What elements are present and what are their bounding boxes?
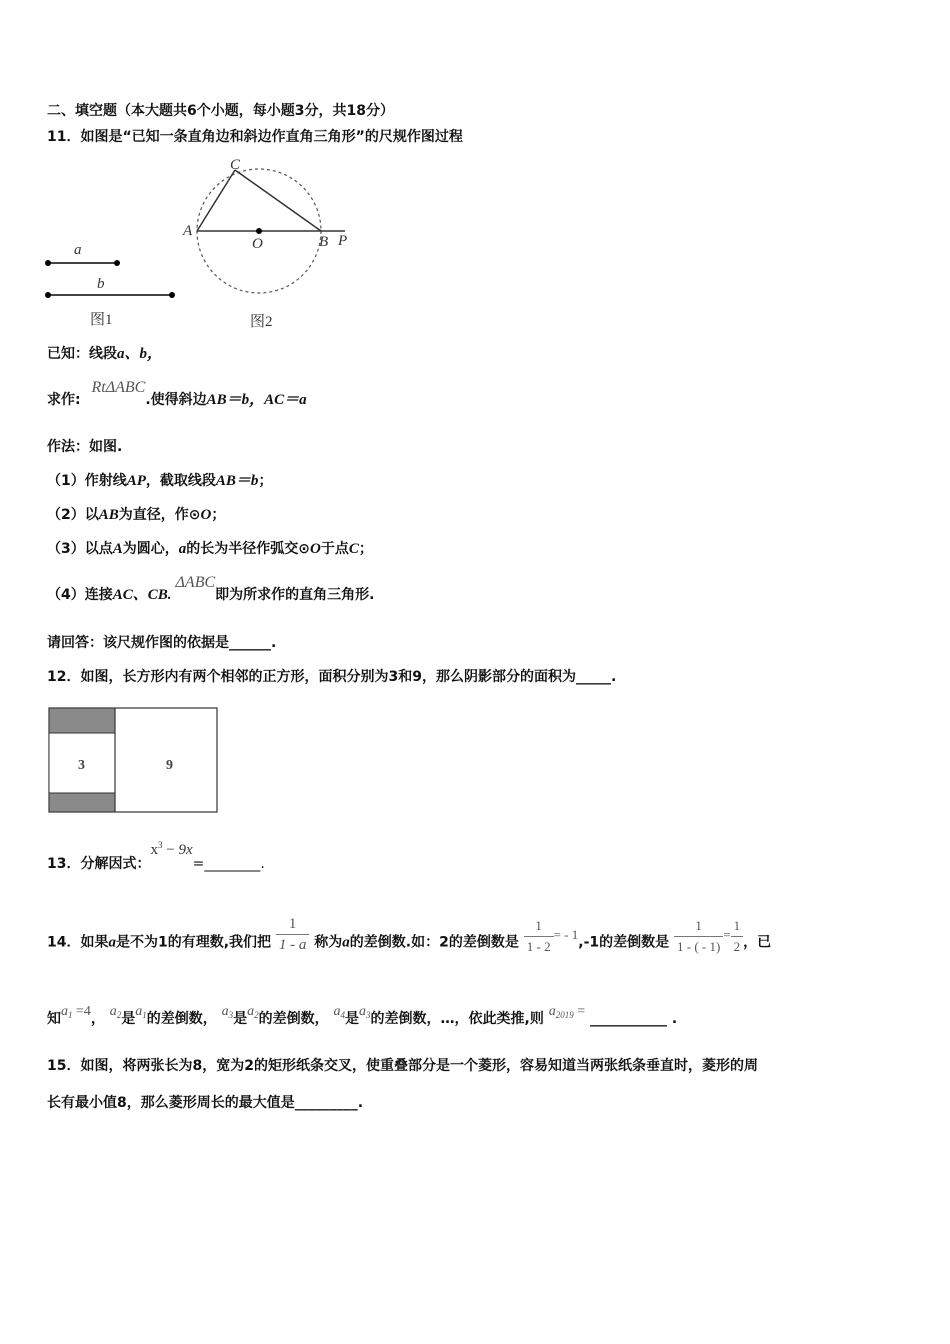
fraction-3 xyxy=(674,916,723,957)
ask-math: RtΔABC xyxy=(91,379,146,396)
step2-var: O xyxy=(200,507,212,523)
fraction-2-num: 1 xyxy=(524,916,554,937)
center-o xyxy=(256,228,262,234)
step3-text: （3）以点 xyxy=(47,541,113,557)
q15-line1: 15．如图，将两张长为8，宽为2的矩形纸条交叉，使重叠部分是一个菱形，容易知道当两张纸条垂直时，菱形的周 xyxy=(47,1058,758,1074)
fraction-3-den: 1 - ( - 1) xyxy=(677,939,721,954)
a3-term xyxy=(222,1004,234,1019)
label-p: P xyxy=(338,233,348,249)
q14-text: ， xyxy=(90,1011,105,1027)
fraction-2-result: = - 1 xyxy=(553,926,579,942)
q14-text: 是 xyxy=(233,1011,248,1027)
a2b: a xyxy=(247,1004,255,1019)
label-o: O xyxy=(252,236,263,252)
figure-2 xyxy=(182,157,347,330)
q13-prefix: 13．分解因式： xyxy=(47,856,151,872)
q14-text: 知 xyxy=(47,1011,61,1027)
step4-text: 即为所求作的直角三角形. xyxy=(215,587,375,603)
a3b-sub: 3 xyxy=(366,1010,371,1020)
step1-text: ，截取线段 xyxy=(145,473,216,489)
a1b-term xyxy=(135,1004,147,1019)
fraction-1 xyxy=(276,914,310,955)
fraction-2-den: 1 - 2 xyxy=(526,939,551,954)
segment-a-endpoint xyxy=(114,260,120,266)
a2019-sub: 2019 xyxy=(555,1010,574,1020)
step2-text: （2）以 xyxy=(47,507,99,523)
a3: a xyxy=(221,1004,229,1019)
step3-var: O xyxy=(310,541,321,557)
q11-ask xyxy=(47,379,307,410)
label-c: C xyxy=(230,157,241,173)
a2b-sub: 2 xyxy=(254,1010,259,1020)
segment-cb xyxy=(235,170,321,231)
step3-text: 的长为半径作弧交⊙ xyxy=(186,541,310,557)
ask-prefix: 求作: xyxy=(47,392,81,408)
step2-var: AB xyxy=(98,507,119,523)
step4-math: ΔABC xyxy=(175,574,216,591)
step3-var: A xyxy=(112,541,123,557)
known-label: 已知：线段 xyxy=(47,346,117,362)
expr-x: x xyxy=(150,842,158,858)
step1-text: ； xyxy=(258,473,273,489)
figure-2-caption: 图2 xyxy=(250,314,273,330)
fraction-3-num: 1 xyxy=(674,916,723,937)
fraction-3-result-den: 2 xyxy=(733,939,741,954)
q11-step4 xyxy=(47,574,375,605)
q14-var: a xyxy=(108,934,116,951)
q11-title: 11．如图是“已知一条直角边和斜边作直角三角形”的尺规作图过程 xyxy=(47,129,463,145)
big-square-label: 9 xyxy=(166,758,173,773)
q11-step1 xyxy=(47,471,272,491)
label-b-point: B xyxy=(319,234,329,250)
a2b-term xyxy=(247,1004,259,1019)
step3-text: 于点 xyxy=(320,541,349,557)
section-title: 二、填空题（本大题共6个小题，每小题3分，共18分） xyxy=(47,103,394,119)
q14-text: 14．如果 xyxy=(47,934,109,951)
q14-text: 是 xyxy=(345,1011,360,1027)
figure-1 xyxy=(45,242,175,328)
q14-var: a xyxy=(342,934,350,951)
q14-line1 xyxy=(47,916,772,963)
q15-line2: 长有最小值8，那么菱形周长的最大值是_________. xyxy=(47,1095,364,1111)
q14-text: 的差倒数， xyxy=(146,1011,217,1027)
a3b: a xyxy=(359,1004,367,1019)
q14-text: 的差倒数，…，依此类推,则 xyxy=(370,1011,544,1027)
a4-term xyxy=(334,1004,346,1019)
figure-1-caption: 图1 xyxy=(90,312,113,328)
fraction-3-eq: = xyxy=(723,926,731,942)
known-vars: a、b， xyxy=(117,346,163,362)
step1-var: AB＝b xyxy=(215,473,259,489)
step4-var: AC、CB. xyxy=(112,587,172,603)
segment-a-endpoint xyxy=(45,260,51,266)
q14-text: 称为 xyxy=(314,934,343,951)
q11-answer: 请回答：该尺规作图的依据是______. xyxy=(47,635,277,651)
step3-var: a xyxy=(178,541,187,557)
fraction-3-result-num: 1 xyxy=(731,916,744,937)
a2: a xyxy=(109,1004,117,1019)
q14-blank: ___________ . xyxy=(590,1011,678,1027)
step1-text: （1）作射线 xyxy=(47,473,127,489)
small-square-label: 3 xyxy=(78,758,85,773)
q13-suffix: =________. xyxy=(192,856,265,872)
a1b-sub: 1 xyxy=(142,1010,147,1020)
expr-9x: 9x xyxy=(178,842,193,858)
a4: a xyxy=(333,1004,341,1019)
label-a-point: A xyxy=(183,223,193,239)
a3-sub: 3 xyxy=(228,1010,234,1020)
q11-known xyxy=(47,344,162,364)
q14-text: 是 xyxy=(121,1011,136,1027)
label-b: b xyxy=(97,276,105,292)
expr-exp: 3 xyxy=(157,840,163,850)
segment-b-endpoint xyxy=(45,292,51,298)
a2-term xyxy=(110,1004,122,1019)
ask-suffix: .使得斜边 xyxy=(145,392,207,408)
shaded-top xyxy=(49,708,115,733)
a1: a xyxy=(61,1004,68,1019)
shaded-bottom xyxy=(49,793,115,812)
a1-eq xyxy=(61,1004,91,1019)
q14-text: 的差倒数， xyxy=(258,1011,329,1027)
label-a: a xyxy=(74,242,82,258)
q13-expression xyxy=(150,842,192,858)
q14-text: ,-1的差倒数是 xyxy=(578,934,670,951)
step1-var: AP xyxy=(126,473,146,489)
step3-var: C xyxy=(348,541,359,557)
a2019: a xyxy=(548,1004,556,1019)
step2-text: ； xyxy=(211,507,226,523)
fraction-1-num: 1 xyxy=(276,914,310,935)
step3-text: ； xyxy=(358,541,373,557)
a1-value: =4 xyxy=(72,1004,91,1019)
q13-line xyxy=(47,840,265,874)
q11-figures xyxy=(40,150,370,335)
step4-text: （4）连接 xyxy=(47,587,113,603)
q12-figure xyxy=(48,707,220,815)
expr-minus: − xyxy=(162,842,179,858)
q14-text: ，已 xyxy=(743,934,772,951)
step2-text: 为直径，作⊙ xyxy=(118,507,201,523)
a3b-term xyxy=(359,1004,371,1019)
q14-text: 的差倒数.如：2的差倒数是 xyxy=(349,934,519,951)
fraction-3-result xyxy=(731,916,744,957)
q14-text: 是不为1的有理数,我们把 xyxy=(115,934,272,951)
q11-step2 xyxy=(47,505,225,525)
q11-method: 作法：如图. xyxy=(47,439,123,455)
a1b: a xyxy=(135,1004,143,1019)
a2-sub: 2 xyxy=(116,1010,122,1020)
q14-line2 xyxy=(47,1004,678,1033)
a2019-eq: = xyxy=(573,1004,586,1019)
q11-step3 xyxy=(47,539,373,559)
q12-text: 12．如图，长方形内有两个相邻的正方形，面积分别为3和9，那么阴影部分的面积为_____. xyxy=(47,669,617,685)
a4-sub: 4 xyxy=(340,1010,346,1020)
fraction-1-den: 1 - a xyxy=(278,937,307,953)
a2019-term xyxy=(549,1004,585,1019)
ask-eq: AB＝b，AC＝a xyxy=(206,392,307,408)
step3-text: 为圆心， xyxy=(122,541,179,557)
segment-ac xyxy=(197,170,235,231)
fraction-2 xyxy=(524,916,554,957)
segment-b-endpoint xyxy=(169,292,175,298)
a1-sub: 1 xyxy=(68,1010,73,1020)
